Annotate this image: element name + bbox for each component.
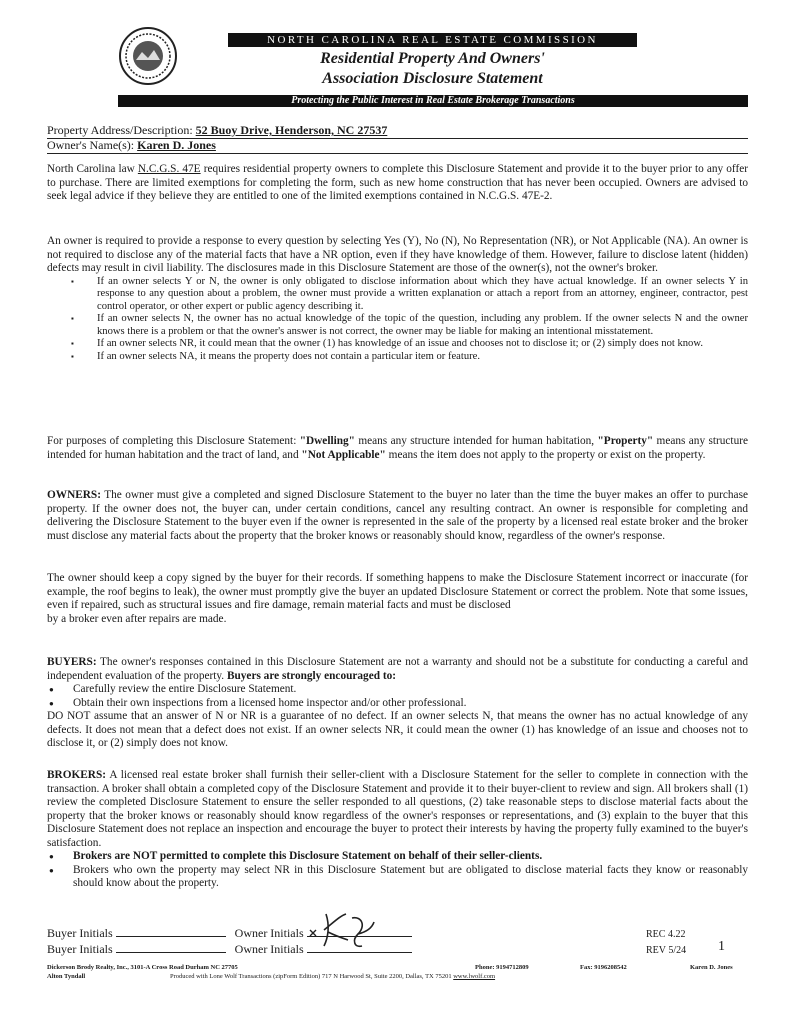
document-owner-name: Karen D. Jones xyxy=(690,964,733,971)
owner-underline xyxy=(47,153,748,154)
owner-name-label: Owner's Name(s): xyxy=(47,138,135,152)
list-item: ● Brokers who own the property may select NR in this Disclosure Statement but are obligated to disclose material facts they know or reasonably should know about the property. xyxy=(73,864,748,891)
buyer-encouraged-list xyxy=(47,683,748,710)
response-option-list xyxy=(47,276,748,364)
property-address-label: Property Address/Description: xyxy=(47,123,193,137)
property-address-row xyxy=(47,123,387,138)
commission-banner: NORTH CAROLINA REAL ESTATE COMMISSION xyxy=(228,33,637,47)
statute-reference: N.C.G.S. 47E xyxy=(137,163,201,175)
owners-update-paragraph: The owner should keep a copy signed by the buyer for their records. If something happens to make the Disclosure Statement incorrect or inaccurate (for example, the roof begins to leak), the owner must promptly give the buyer an updated Disclosure Statement or correct the problem. Note that some issues, even if repaired, such as structural issues and fire damage, remain material facts and must be disclosed by a broker even after repairs are made. xyxy=(47,572,748,625)
list-item: ● Carefully review the entire Disclosure Statement. xyxy=(73,683,748,697)
brokers-heading: BROKERS: xyxy=(47,769,107,781)
website-link[interactable]: www.lwolf.com xyxy=(453,973,496,980)
owners-section: OWNERS: The owner must give a completed and signed Disclosure Statement to the buyer no later than the time the buyer makes an offer to purchase property. If the owner does not, the buyer can, under certain conditions, cancel any resulting contract. An owner is responsible for completing and delivering the Disclosure Statement to the buyer even if the owner is represented in the sale of the property by a licensed real estate broker and the broker must disclose any material facts about the property that the broker knows or reasonably should know, regardless of the owner's response. xyxy=(47,489,748,542)
buyer-initials-label: Buyer Initials xyxy=(47,926,113,940)
buyer-initials-field[interactable] xyxy=(116,925,226,937)
list-item: ▪ If an owner selects NA, it means the property does not contain a particular item or feature. xyxy=(97,351,748,364)
list-item: ● Brokers are NOT permitted to complete this Disclosure Statement on behalf of their seller-clients. xyxy=(73,850,748,864)
buyers-paragraph-2: DO NOT assume that an answer of N or NR is a guarantee of no defect. If an owner selects N, that means the owner has no actual knowledge of any defects. It does not mean that a defect does not exist. If an owner selects NR, it could mean the owner (1) has knowledge of an issue and chooses not to disclose it, or (2) simply does not know. xyxy=(47,710,748,749)
broker-rules-list xyxy=(47,850,748,891)
owner-name-value: Karen D. Jones xyxy=(137,138,216,152)
form-title-line-1: Residential Property And Owners' xyxy=(320,50,545,67)
property-address-value: 52 Buoy Drive, Henderson, NC 27537 xyxy=(195,123,388,137)
revision-number: REV 5/24 xyxy=(646,945,687,956)
commission-seal-icon xyxy=(118,26,178,86)
owner-name-row xyxy=(47,138,216,153)
form-title-line-2: Association Disclosure Statement xyxy=(322,70,543,87)
list-item: ▪ If an owner selects Y or N, the owner is only obligated to disclose information about which they have actual knowledge. If an owner selects Y in response to any question about a problem, the owner must provide a written explanation or attach a report from an attorney, engineer, contractor, pest control operator, or other expert or public agency describing it. xyxy=(97,276,748,314)
brokers-section: BROKERS: A licensed real estate broker shall furnish their seller-client with a Disclosure Statement for the seller to complete in connection with the transaction. A broker shall obtain a completed copy of the Disclosure Statement and provide it to their buyer-client to review and sign. All brokers shall (1) review the completed Disclosure Statement to ensure the seller responded to all questions, (2) take reasonable steps to disclose material facts about the property that the broker knows or reasonably should know regardless of the owner's responses or representations, and (3) explain to the buyer that this Disclosure Statement does not replace an inspection and encourage the buyer to protect their interests by having the property fully examined to the buyer's satisfaction. ● Brokers are NOT permitted to complete this Disclosure Statement on behalf of their seller-clients. ● Brokers who own the property may select NR in this Disclosure Statement but are obligated to disclose material facts they know or reasonably should know about the property. xyxy=(47,769,748,891)
rec-number: REC 4.22 xyxy=(646,929,686,940)
buyer-initials-label: Buyer Initials xyxy=(47,942,113,956)
page-number: 1 xyxy=(718,939,725,954)
intro-paragraph-1: North Carolina law N.C.G.S. 47E requires residential property owners to complete this Disclosure Statement and provide it to the buyer prior to any offer to purchase. There are limited exemptions for completing the form, such as new home construction that has never been occupied. Owners are advised to seek legal advice if they believe they are entitled to one of the limited exemptions contained in N.C.G.S. 47E-2. xyxy=(47,163,748,202)
fax-number: Fax: 9196208542 xyxy=(580,964,627,971)
tagline-banner: Protecting the Public Interest in Real Estate Brokerage Transactions xyxy=(118,95,748,107)
list-item: ▪ If an owner selects NR, it could mean that the owner (1) has knowledge of an issue and chooses not to disclose it; or (2) simply does not know. xyxy=(97,338,748,351)
phone-number: Phone: 9194712809 xyxy=(475,964,529,971)
intro-section xyxy=(47,163,748,204)
brokerage-address: Dickerson Brody Realty, Inc., 3101-A Cross Road Durham NC 27705 xyxy=(47,964,238,971)
response-section xyxy=(47,235,748,364)
buyer-initials-field[interactable] xyxy=(116,941,226,953)
intro-paragraph-2: An owner is required to provide a response to every question by selecting Yes (Y), No (N), No Representation (NR), or Not Applicable (NA). An owner is not required to disclose any of the material facts that have a NR option, even if they have knowledge of them. However, failure to disclose latent (hidden) defects may result in civil liability. The disclosures made in this Disclosure Statement are those of the owner(s), not the owner's broker. xyxy=(47,235,748,274)
buyers-heading: BUYERS: xyxy=(47,656,97,668)
owner-signature-icon xyxy=(308,908,378,950)
definitions-paragraph: For purposes of completing this Disclosure Statement: "Dwelling" means any structure intended for human habitation, "Property" means any structure intended for human habitation and the tract of land, and "Not Applicable" means the item does not apply to the property or exist on the property. xyxy=(47,435,748,461)
buyers-section: BUYERS: The owner's responses contained in this Disclosure Statement are not a warranty and should not be a substitute for conducting a careful and independent evaluation of the property. Buyers are strongly encouraged to: ● Carefully review the entire Disclosure Statement. ● Obtain their own inspections from a licensed home inspector and/or other professional. DO NOT assume that an answer of N or NR is a guarantee of no defect. If an owner selects N, that means the owner has no actual knowledge of any defects. It does not mean that a defect does not exist. If an owner selects NR, it could mean the owner (1) has knowledge of an issue and chooses not to disclose it, or (2) simply does not know. xyxy=(47,656,748,751)
list-item: ● Obtain their own inspections from a licensed home inspector and/or other professional. xyxy=(73,697,748,711)
list-item: ▪ If an owner selects N, the owner has no actual knowledge of the topic of the question, including any problem. If the owner selects N and the owner knows there is a problem or that the owner's answer is not correct, the owner may be liable for making an intentional misstatement. xyxy=(97,313,748,338)
produced-by-note: Produced with Lone Wolf Transactions (zipForm Edition) 717 N Harwood St, Suite 2200, Dallas, TX 75201 www.lwolf.com xyxy=(170,973,496,980)
owner-initials-label: Owner Initials xyxy=(234,926,304,940)
owners-heading: OWNERS: xyxy=(47,489,101,501)
owner-initials-label: Owner Initials xyxy=(234,942,304,956)
agent-name: Alton Tyndall xyxy=(47,973,86,980)
